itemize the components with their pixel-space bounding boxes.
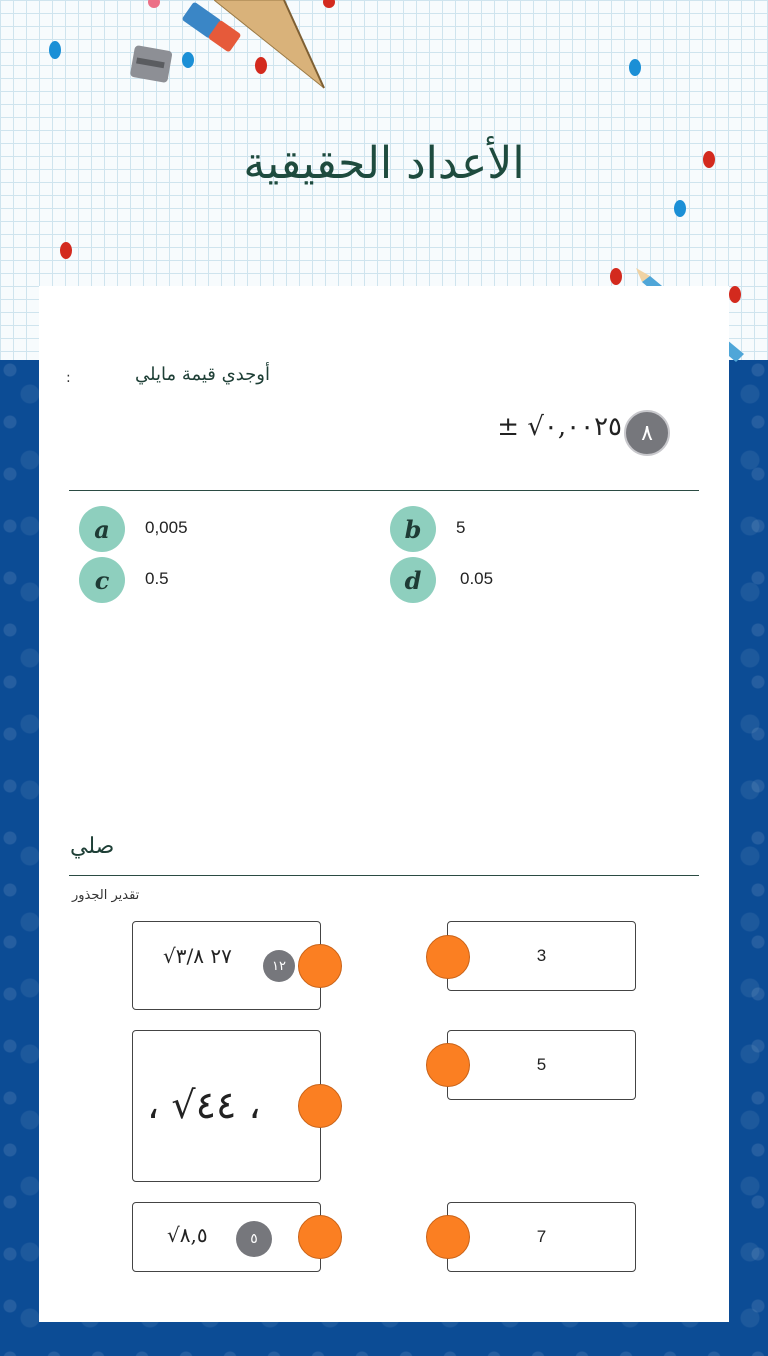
decor-dot — [255, 57, 267, 74]
match-right-item-3[interactable] — [447, 1202, 636, 1272]
match-right-text-3: 7 — [536, 1227, 547, 1246]
option-b-badge[interactable] — [390, 506, 436, 552]
match-left-badge-text-1: ١٢ — [272, 958, 286, 974]
match-left-badge-1 — [263, 950, 295, 982]
decor-dot — [674, 200, 686, 217]
option-b-text[interactable]: 5 — [456, 518, 466, 537]
sharpener-icon — [126, 40, 176, 90]
match-left-connector-2[interactable] — [298, 1084, 342, 1128]
match-right-connector-2[interactable] — [426, 1043, 470, 1087]
match-right-item-2[interactable] — [447, 1030, 636, 1100]
match-right-text-2: 5 — [536, 1055, 547, 1074]
decor-dot — [610, 268, 622, 285]
option-d-letter: d — [404, 565, 422, 595]
decor-dot — [629, 59, 641, 76]
question1-expression-image — [452, 404, 672, 464]
decor-dot — [729, 286, 741, 303]
option-d-text[interactable]: 0.05 — [460, 569, 494, 588]
question1-prompt: أوجدي قيمة مايلي — [135, 364, 270, 385]
option-a-letter: a — [94, 514, 110, 544]
option-b-letter: b — [404, 514, 422, 544]
question1-number-text: ٨ — [641, 420, 653, 446]
match-left-expression-1: √٢٧ ٣/٨ — [163, 944, 232, 968]
match-right-item-1[interactable] — [447, 921, 636, 991]
match-right-connector-1[interactable] — [426, 935, 470, 979]
option-d-badge[interactable] — [390, 557, 436, 603]
option-c-badge[interactable] — [79, 557, 125, 603]
question1-expression: ± √٠,٠٠٢٥ — [497, 412, 622, 442]
divider — [69, 490, 699, 491]
option-c-letter: c — [94, 565, 110, 595]
match-left-connector-3[interactable] — [298, 1215, 342, 1259]
page-title: الأعداد الحقيقية — [243, 138, 525, 189]
match-left-expression-3: √٨,٥ — [167, 1223, 208, 1247]
option-a-text[interactable]: 0,005 — [145, 518, 188, 537]
match-left-item-1[interactable] — [132, 921, 321, 1010]
match-left-connector-1[interactable] — [298, 944, 342, 988]
option-a-badge[interactable] — [79, 506, 125, 552]
question1-number-badge — [624, 410, 670, 456]
decor-dot — [60, 242, 72, 259]
question1-colon: : — [66, 370, 71, 386]
match-left-badge-3 — [236, 1221, 272, 1257]
match-left-item-2[interactable] — [132, 1030, 321, 1182]
question2-prompt: صلي — [70, 834, 115, 859]
option-c-text[interactable]: 0.5 — [145, 569, 169, 588]
decor-dot — [182, 52, 194, 68]
question2-subtitle: تقدير الجذور — [72, 888, 140, 903]
match-left-item-3[interactable] — [132, 1202, 321, 1272]
match-left-badge-text-3: ٥ — [250, 1231, 258, 1247]
divider — [69, 875, 699, 876]
decor-dot — [49, 41, 61, 59]
match-right-connector-3[interactable] — [426, 1215, 470, 1259]
match-left-expression-2: ، √٤٤ ، — [147, 1083, 261, 1127]
match-right-text-1: 3 — [536, 946, 547, 965]
eraser-icon — [172, 0, 242, 62]
